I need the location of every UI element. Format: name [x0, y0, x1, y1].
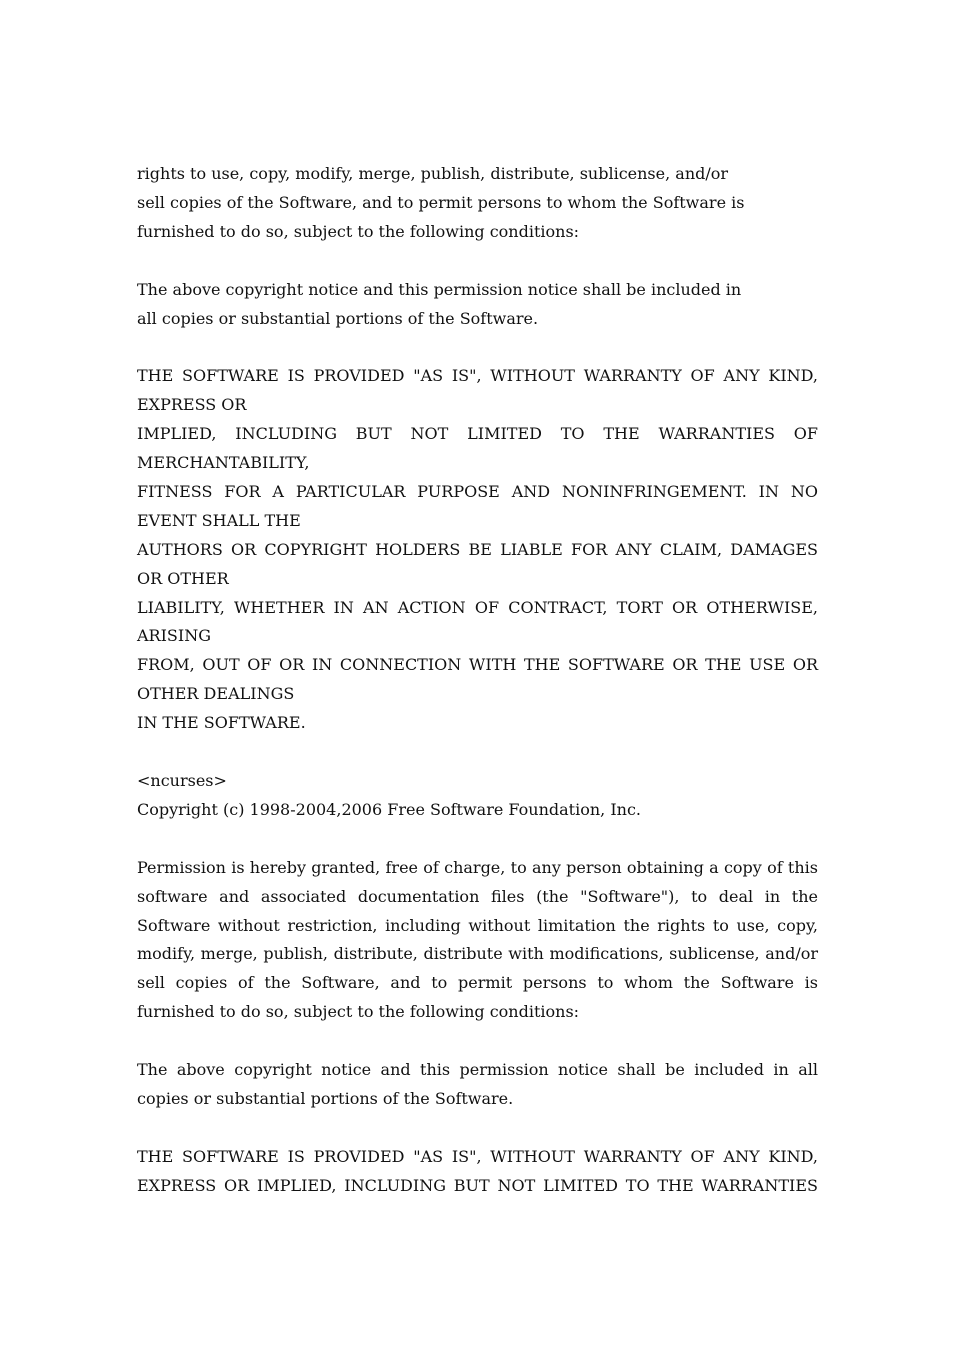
license-grant-paragraph	[137, 160, 818, 247]
notice-paragraph: The above copyright notice and this permission notice shall be included in all copies or substantial portions of the Software.	[137, 1060, 818, 1108]
text-line: all copies or substantial portions of the Software.	[137, 308, 539, 328]
text-line: OR OTHER	[137, 568, 229, 588]
text-line: THE SOFTWARE IS PROVIDED "AS IS", WITHOUT WARRANTY OF ANY KIND,	[137, 1146, 818, 1166]
text-line: ARISING	[137, 626, 211, 646]
paragraph-gap	[137, 1027, 818, 1056]
ncurses-section	[137, 767, 818, 1201]
paragraph-gap	[137, 333, 818, 362]
text-line: EXPRESS OR	[137, 395, 247, 415]
text-line: FROM, OUT OF OR IN CONNECTION WITH THE SOFTWARE OR THE USE OR	[137, 655, 818, 675]
text-line: THE SOFTWARE IS PROVIDED "AS IS", WITHOUT WARRANTY OF ANY KIND,	[137, 366, 818, 386]
warranty-paragraph	[137, 1143, 818, 1201]
text-line: IN THE SOFTWARE.	[137, 713, 306, 733]
text-line: The above copyright notice and this permission notice shall be included in	[137, 279, 742, 299]
paragraph-gap	[137, 247, 818, 276]
text-line: EXPRESS OR IMPLIED, INCLUDING BUT NOT LIMITED TO THE WARRANTIES	[137, 1175, 818, 1195]
text-line: FITNESS FOR A PARTICULAR PURPOSE AND NONINFRINGEMENT. IN NO	[137, 481, 818, 501]
paragraph-gap	[137, 825, 818, 854]
paragraph-gap	[137, 1114, 818, 1143]
copyright-notice-paragraph	[137, 276, 818, 334]
text-line: AUTHORS OR COPYRIGHT HOLDERS BE LIABLE FOR ANY CLAIM, DAMAGES	[137, 539, 818, 559]
text-line: rights to use, copy, modify, merge, publish, distribute, sublicense, and/or	[137, 164, 729, 183]
copyright-line: Copyright (c) 1998-2004,2006 Free Software Foundation, Inc.	[137, 799, 641, 819]
text-line: MERCHANTABILITY,	[137, 453, 310, 473]
text-line: LIABILITY, WHETHER IN AN ACTION OF CONTRACT, TORT OR OTHERWISE,	[137, 597, 818, 617]
text-line: EVENT SHALL THE	[137, 510, 301, 530]
text-line: IMPLIED, INCLUDING BUT NOT LIMITED TO THE WARRANTIES OF	[137, 424, 818, 444]
text-line: OTHER DEALINGS	[137, 684, 295, 704]
section-heading: <ncurses>	[137, 770, 227, 790]
warranty-disclaimer-paragraph	[137, 362, 818, 738]
license-document	[137, 160, 818, 1201]
text-line: sell copies of the Software, and to permit persons to whom the Software is	[137, 192, 745, 212]
paragraph-gap	[137, 738, 818, 767]
permission-paragraph: Permission is hereby granted, free of charge, to any person obtaining a copy of this software and associated documentation files (the "Software"), to deal in the Software without restriction, including without limitation the rights to use, copy, modify, merge, publish, distribute, distribute with modifications, sublicense, and/or sell copies of the Software, and to permit persons to whom the Software is furnished to do so, subject to the following conditions:	[137, 857, 818, 1022]
text-line: furnished to do so, subject to the following conditions:	[137, 221, 580, 241]
